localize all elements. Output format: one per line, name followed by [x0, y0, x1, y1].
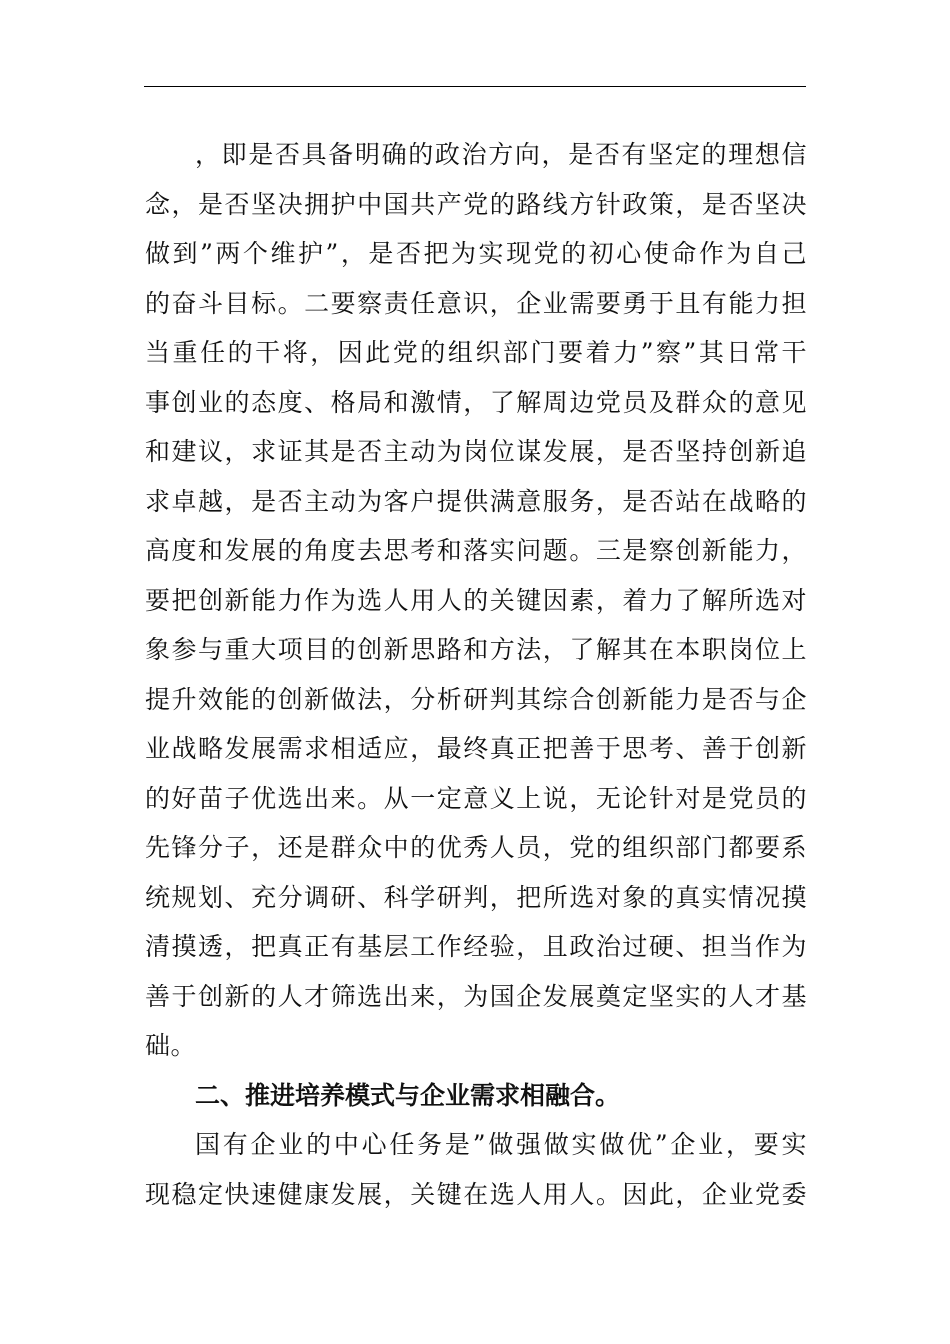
text-line: 当重任的干将，因此党的组织部门要着力”察”其日常干 — [145, 338, 807, 367]
text-line: 础。 — [145, 1031, 197, 1060]
text-line: 象参与重大项目的创新思路和方法，了解其在本职岗位上 — [145, 635, 807, 664]
text-line: 现稳定快速健康发展，关键在选人用人。因此，企业党委 — [145, 1179, 807, 1209]
header-rule — [144, 86, 806, 87]
text-line: 高度和发展的角度去思考和落实问题。三是察创新能力， — [145, 536, 807, 565]
text-line: 国有企业的中心任务是”做强做实做优”企业，要实 — [195, 1130, 807, 1159]
text-line: 做到”两个维护”，是否把为实现党的初心使命作为自己 — [145, 239, 807, 268]
text-line: 要把创新能力作为选人用人的关键因素，着力了解所选对 — [145, 585, 807, 615]
text-line: 和建议，求证其是否主动为岗位谋发展，是否坚持创新追 — [145, 437, 807, 466]
text-line: 统规划、充分调研、科学研判，把所选对象的真实情况摸 — [145, 882, 807, 912]
text-line: 提升效能的创新做法，分析研判其综合创新能力是否与企 — [145, 684, 807, 714]
text-line: 求卓越，是否主动为客户提供满意服务，是否站在战略的 — [145, 486, 807, 516]
text-line: 的好苗子优选出来。从一定意义上说，无论针对是党员的 — [145, 783, 807, 813]
text-line: 业战略发展需求相适应，最终真正把善于思考、善于创新 — [145, 734, 807, 763]
text-line: 的奋斗目标。二要察责任意识，企业需要勇于且有能力担 — [145, 288, 807, 318]
text-line: 事创业的态度、格局和激情，了解周边党员及群众的意见 — [145, 387, 807, 417]
text-line: 念，是否坚决拥护中国共产党的路线方针政策，是否坚决 — [145, 189, 807, 219]
text-line: 善于创新的人才筛选出来，为国企发展奠定坚实的人才基 — [145, 981, 807, 1011]
text-line: ，即是否具备明确的政治方向，是否有坚定的理想信 — [195, 140, 807, 169]
document-body — [145, 130, 807, 1219]
text-line: 清摸透，把真正有基层工作经验，且政治过硬、担当作为 — [145, 932, 807, 961]
section-heading: 二、推进培养模式与企业需求相融合。 — [195, 1080, 621, 1110]
text-line: 先锋分子，还是群众中的优秀人员，党的组织部门都要系 — [145, 833, 807, 862]
